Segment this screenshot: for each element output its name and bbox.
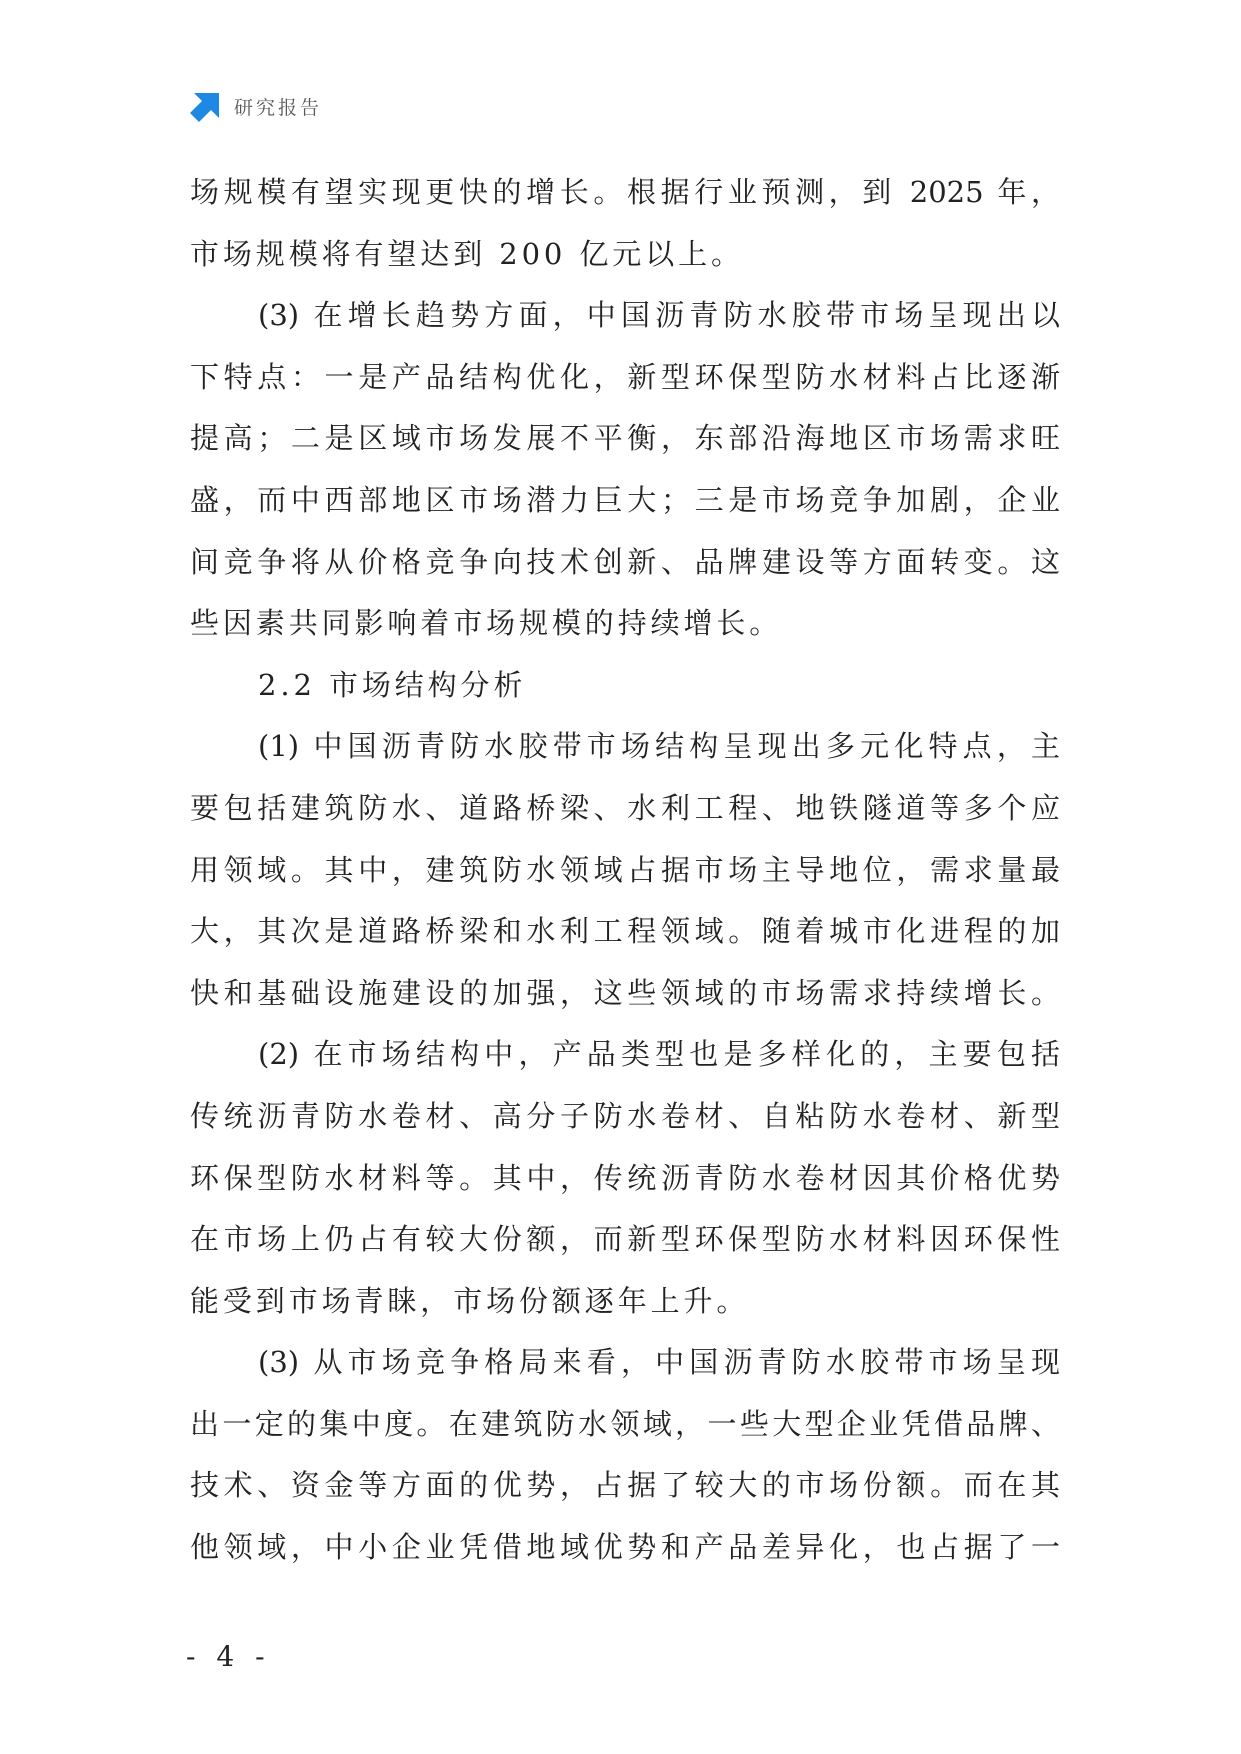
text-line: (3) 从市场竞争格局来看，中国沥青防水胶带市场呈现 (258, 1345, 1060, 1380)
text-line: (1) 中国沥青防水胶带市场结构呈现出多元化特点，主 (258, 729, 1060, 764)
text-line: (2) 在市场结构中，产品类型也是多样化的，主要包括 (258, 1037, 1060, 1072)
arrow-up-right-icon (190, 90, 222, 122)
text-line: 市场规模将有望达到 200 亿元以上。 (190, 236, 744, 271)
text-line: 要包括建筑防水、道路桥梁、水利工程、地铁隧道等多个应 (190, 790, 1060, 825)
text-line: 盛，而中西部地区市场潜力巨大；三是市场竞争加剧，企业 (190, 482, 1060, 517)
header-title: 研究报告 (234, 96, 323, 119)
text-line: 在市场上仍占有较大份额，而新型环保型防水材料因环保性 (190, 1222, 1060, 1257)
text-line: 能受到市场青睐，市场份额逐年上升。 (190, 1283, 750, 1318)
text-line: 些因素共同影响着市场规模的持续增长。 (190, 606, 783, 641)
text-line: 大，其次是道路桥梁和水利工程领域。随着城市化进程的加 (190, 914, 1060, 949)
text-line: 传统沥青防水卷材、高分子防水卷材、自粘防水卷材、新型 (190, 1098, 1060, 1133)
text-line: (3) 在增长趋势方面，中国沥青防水胶带市场呈现出以 (258, 298, 1060, 333)
text-line: 提高；二是区域市场发展不平衡，东部沿海地区市场需求旺 (190, 421, 1060, 456)
text-line: 技术、资金等方面的优势，占据了较大的市场份额。而在其 (190, 1468, 1060, 1503)
text-line: 快和基础设施建设的加强，这些领域的市场需求持续增长。 (190, 975, 1060, 1010)
text-line: 他领域，中小企业凭借地域优势和产品差异化，也占据了一 (190, 1530, 1060, 1565)
text-line: 环保型防水材料等。其中，传统沥青防水卷材因其价格优势 (190, 1160, 1060, 1195)
text-line: 用领域。其中，建筑防水领域占据市场主导地位，需求量最 (190, 852, 1060, 887)
text-line: 场规模有望实现更快的增长。根据行业预测，到 2025 年， (190, 175, 1060, 209)
page-header (190, 90, 322, 122)
text-line: 间竞争将从价格竞争向技术创新、品牌建设等方面转变。这 (190, 544, 1060, 579)
text-line: 2.2 市场结构分析 (258, 667, 527, 702)
text-line: 下特点：一是产品结构优化，新型环保型防水材料占比逐渐 (190, 359, 1060, 394)
text-line: 出一定的集中度。在建筑防水领域，一些大型企业凭借品牌、 (190, 1406, 1060, 1441)
document-body (190, 162, 1060, 1579)
page-number: - 4 - (186, 1640, 271, 1673)
